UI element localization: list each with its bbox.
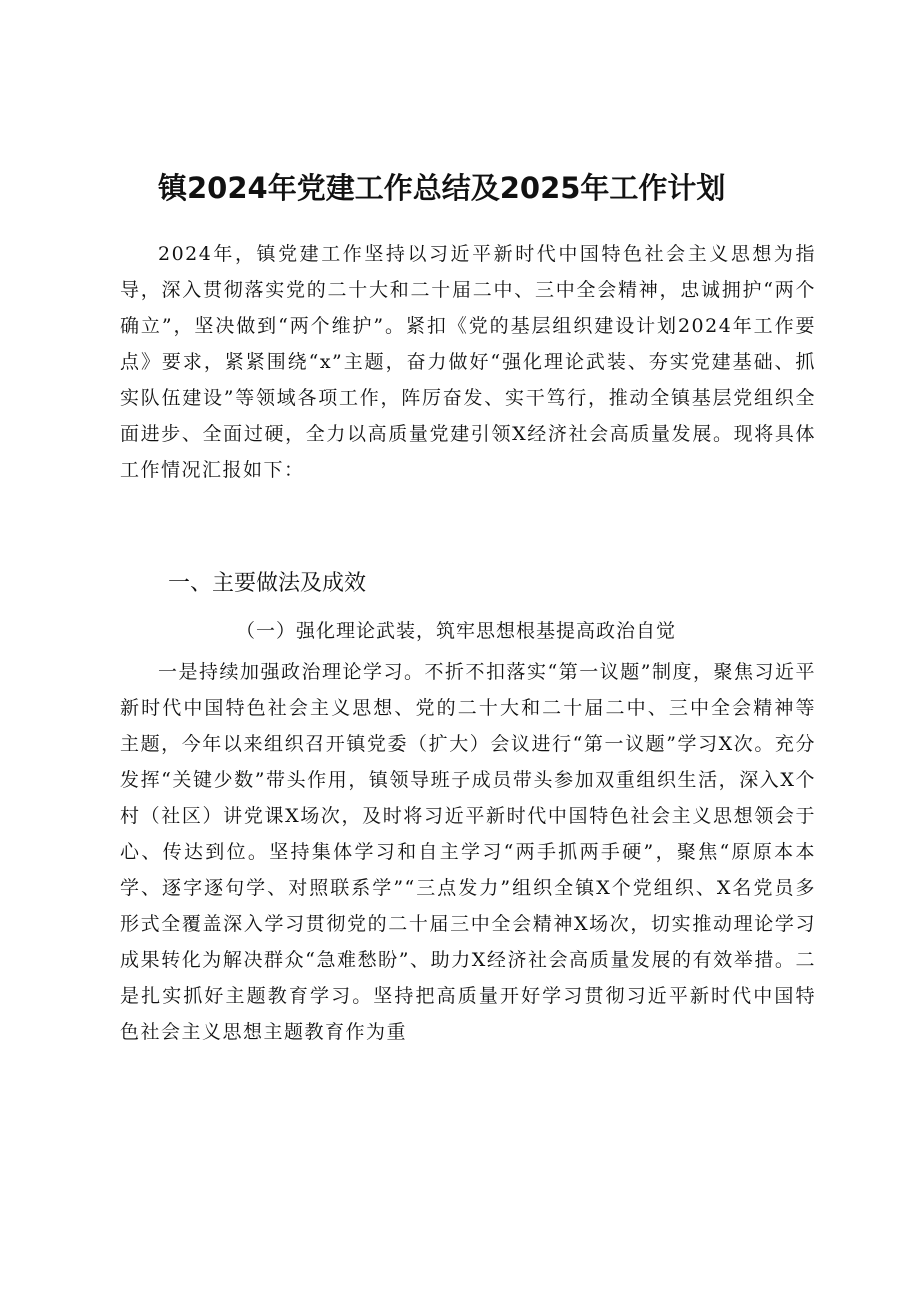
intro-paragraph: 2024年，镇党建工作坚持以习近平新时代中国特色社会主义思想为指导，深入贯彻落实党的二十大和二十届二中、三中全会精神，忠诚拥护“两个确立”，坚决做到“两个维护”。紧扣《党的基层组织建设计划2024年工作要点》要求，紧紧围绕“x”主题，奋力做好“强化理论武装、夯实党建基础、抓实队伍建设”等领域各项工作，阵厉奋发、实干笃行，推动全镇基层党组织全面进步、全面过硬，全力以高质量党建引领X经济社会高质量发展。现将具体工作情况汇报如下： — [120, 243, 816, 481]
subsection-heading: （一）强化理论武装，筑牢思想根基提高政治自觉 — [236, 620, 677, 642]
document-title: 镇2024年党建工作总结及2025年工作计划 — [158, 171, 726, 205]
section-heading: 一、主要做法及成效 — [168, 571, 367, 596]
subsection-paragraph: 一是持续加强政治理论学习。不折不扣落实“第一议题”制度，聚焦习近平新时代中国特色社会主义思想、党的二十大和二十届二中、三中全会精神等主题，今年以来组织召开镇党委（扩大）会议进行“第一议题”学习X次。充分发挥“关键少数”带头作用，镇领导班子成员带头参加双重组织生活，深入X个村（社区）讲党课X场次，及时将习近平新时代中国特色社会主义思想领会于心、传达到位。坚持集体学习和自主学习“两手抓两手硬”，聚焦“原原本本学、逐字逐句学、对照联系学”“三点发力”组织全镇X个党组织、X名党员多形式全覆盖深入学习贯彻党的二十届三中全会精神X场次，切实推动理论学习成果转化为解决群众“急难愁盼”、助力X经济社会高质量发展的有效举措。二是扎实抓好主题教育学习。坚持把高质量开好学习贯彻习近平新时代中国特色社会主义思想主题教育作为重 — [120, 661, 816, 1043]
